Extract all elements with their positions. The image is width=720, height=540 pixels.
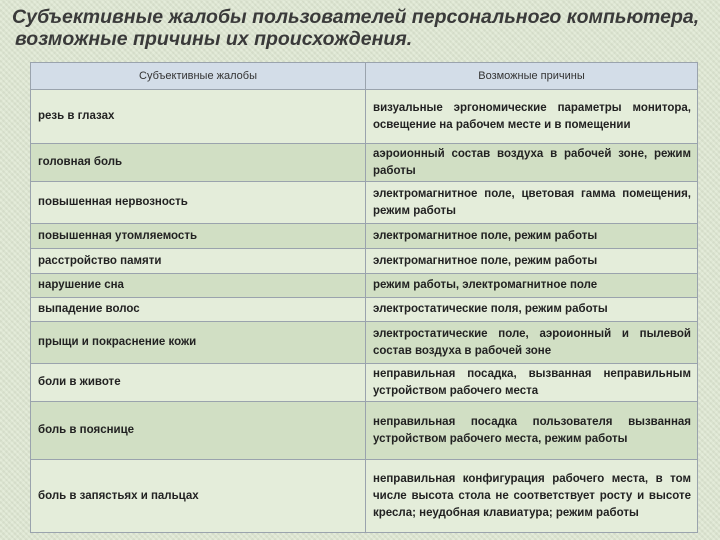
cause-cell: электростатические поле, аэроионный и пылевой состав воздуха в рабочей зоне <box>366 322 698 364</box>
table-row <box>31 322 698 364</box>
complaint-cell: нарушение сна <box>31 274 366 298</box>
cause-cell: неправильная посадка, вызванная неправильным устройством рабочего места <box>366 364 698 402</box>
complaint-cell: боль в пояснице <box>31 402 366 460</box>
table-header-row <box>31 63 698 90</box>
cause-cell: электромагнитное поле, режим работы <box>366 249 698 274</box>
table-row <box>31 144 698 182</box>
title-line-2: возможные причины их происхождения. <box>15 28 413 50</box>
table-row <box>31 402 698 460</box>
column-header-complaints: Субъективные жалобы <box>31 63 366 90</box>
cause-cell: неправильная посадка пользователя вызванная устройством рабочего места, режим работы <box>366 402 698 460</box>
table-row <box>31 224 698 249</box>
column-header-causes: Возможные причины <box>366 63 698 90</box>
cause-cell: неправильная конфигурация рабочего места, в том числе высота стола не соответствует росту и высоте кресла; неудобная клавиатура; режим работы <box>366 460 698 533</box>
table-row <box>31 364 698 402</box>
complaint-cell: выпадение волос <box>31 298 366 322</box>
complaint-cell: боль в запястьях и пальцах <box>31 460 366 533</box>
complaint-cell: боли в животе <box>31 364 366 402</box>
complaints-table <box>30 62 698 533</box>
table-row <box>31 182 698 224</box>
complaint-cell: расстройство памяти <box>31 249 366 274</box>
table-row <box>31 460 698 533</box>
title-line-1: Субъективные жалобы пользователей персонального компьютера, <box>12 6 700 28</box>
table-row <box>31 274 698 298</box>
cause-cell: электромагнитное поле, режим работы <box>366 224 698 249</box>
complaint-cell: повышенная нервозность <box>31 182 366 224</box>
complaint-cell: повышенная утомляемость <box>31 224 366 249</box>
cause-cell: электростатические поля, режим работы <box>366 298 698 322</box>
page-title <box>12 6 717 50</box>
cause-cell: режим работы, электромагнитное поле <box>366 274 698 298</box>
complaint-cell: резь в глазах <box>31 90 366 144</box>
table-row <box>31 298 698 322</box>
complaint-cell: головная боль <box>31 144 366 182</box>
cause-cell: электромагнитное поле, цветовая гамма помещения, режим работы <box>366 182 698 224</box>
table-row <box>31 249 698 274</box>
complaint-cell: прыщи и покраснение кожи <box>31 322 366 364</box>
cause-cell: аэроионный состав воздуха в рабочей зоне, режим работы <box>366 144 698 182</box>
table-row <box>31 90 698 144</box>
cause-cell: визуальные эргономические параметры монитора, освещение на рабочем месте и в помещении <box>366 90 698 144</box>
